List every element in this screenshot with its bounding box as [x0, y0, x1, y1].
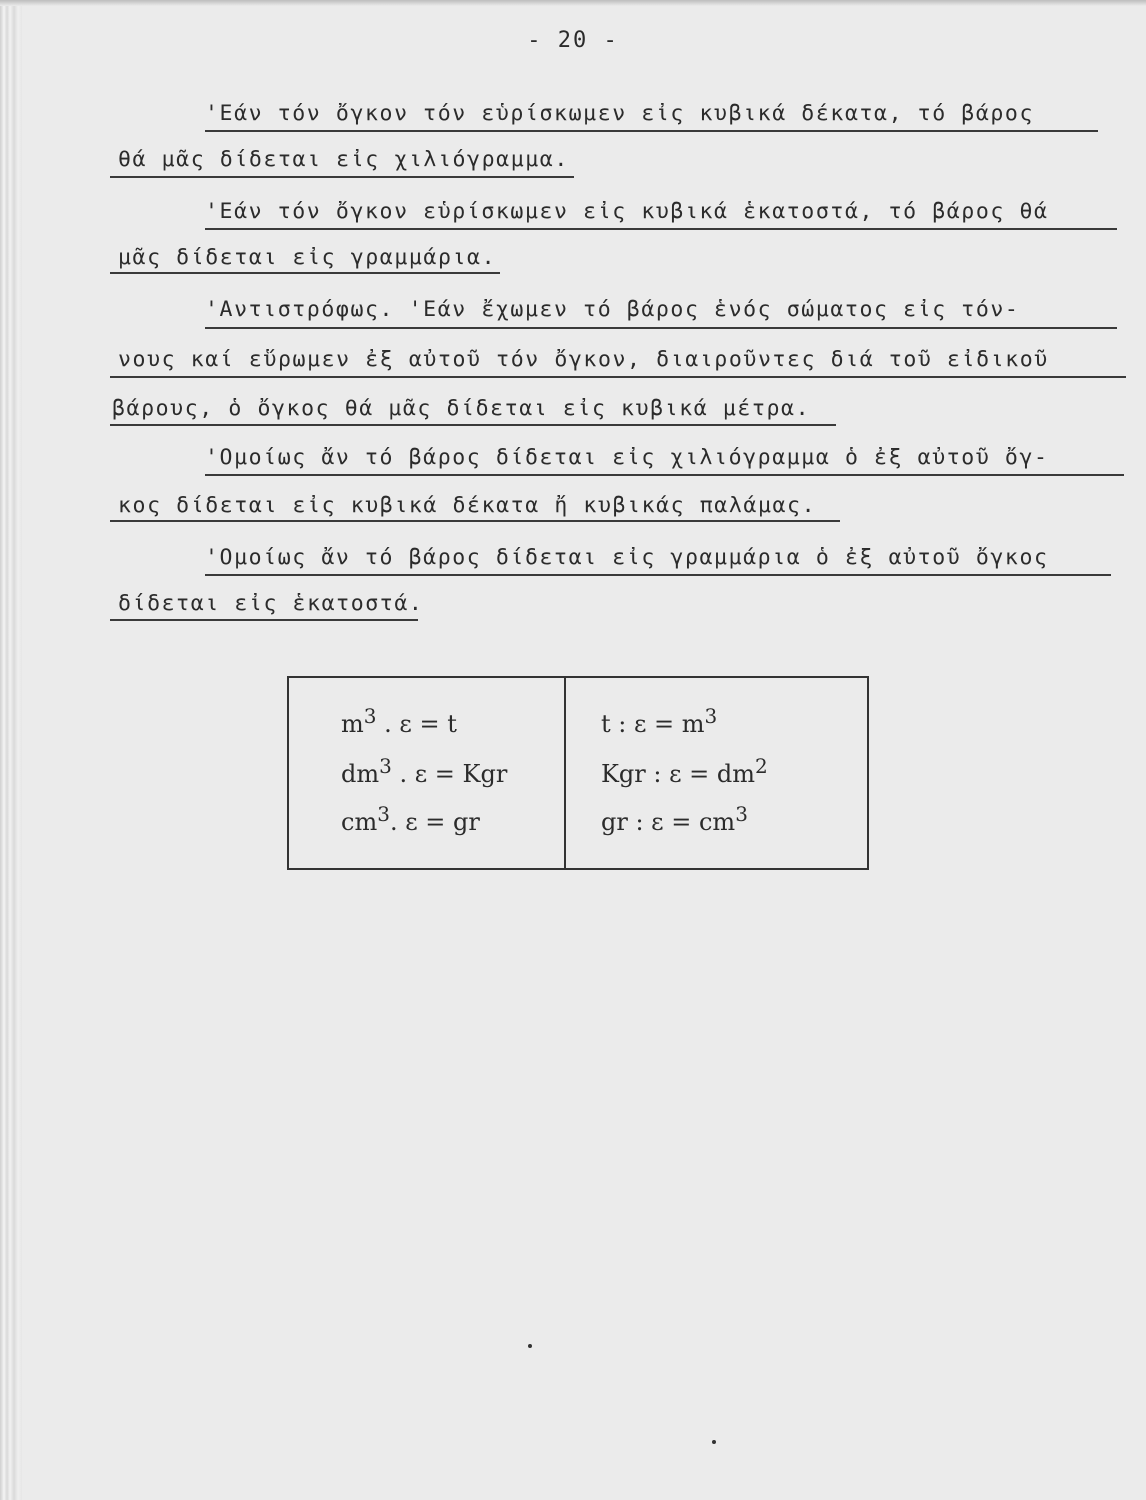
page-top-edge [0, 0, 1146, 6]
binding-edge [0, 0, 22, 1500]
underline [205, 574, 1111, 576]
stray-mark [712, 1440, 716, 1444]
text-line: νους καί εὕρωμεν ἐξ αὐτοῦ τόν ὄγκον, διαιροῦντες διά τοῦ εἰδικοῦ [118, 347, 1049, 372]
formula-table [287, 676, 869, 870]
underline [110, 176, 574, 178]
text-line: κος δίδεται εἰς κυβικά δέκατα ἤ κυβικάς παλάμας. [118, 493, 817, 518]
formula-right-2: Kgr : $\varepsilon = dm^2$ [601, 754, 768, 788]
formula-left-1: $m^3$ . ε = t [341, 704, 457, 738]
text-line: 'Εάν τόν ὄγκον εὑρίσκωμεν εἰς κυβικά ἑκατοστά, τό βάρος θά [205, 199, 1049, 224]
page-number: - 20 - [527, 28, 619, 53]
text-line: βάρους, ὁ ὄγκος θά μᾶς δίδεται εἰς κυβικά μέτρα. [112, 396, 811, 421]
underline [205, 228, 1117, 230]
formula-left-3: $cm^3$. ε = gr [341, 802, 480, 836]
table-divider [564, 678, 566, 868]
underline [205, 327, 1117, 329]
underline [110, 272, 500, 274]
formula-left-2: $dm^3$ . ε = Kgr [341, 754, 508, 788]
underline [110, 424, 836, 426]
text-line: 'Αντιστρόφως. 'Εάν ἔχωμεν τό βάρος ἑνός σώματος εἰς τόν- [205, 297, 1020, 322]
text-line: θά μᾶς δίδεται εἰς χιλιόγραμμα. [118, 147, 569, 172]
text-line: δίδεται εἰς ἑκατοστά. [118, 591, 424, 616]
underline [110, 619, 418, 621]
text-line: μᾶς δίδεται εἰς γραμμάρια. [118, 245, 497, 270]
underline [110, 520, 840, 522]
formula-right-1: t : $\varepsilon = m^3$ [601, 704, 718, 738]
underline [205, 474, 1124, 476]
stray-mark [528, 1344, 532, 1348]
underline [205, 130, 1098, 132]
text-line: 'Εάν τόν ὄγκον τόν εὑρίσκωμεν εἰς κυβικά δέκατα, τό βάρος [205, 101, 1035, 126]
formula-right-3: gr : $\varepsilon = cm^3$ [601, 802, 748, 836]
underline [110, 376, 1126, 378]
text-line: 'Ομοίως ἄν τό βάρος δίδεται εἰς γραμμάρια ὁ ἐξ αὐτοῦ ὄγκος [205, 545, 1049, 570]
text-line: 'Ομοίως ἄν τό βάρος δίδεται εἰς χιλιόγραμμα ὁ ἐξ αὐτοῦ ὄγ- [205, 445, 1049, 470]
